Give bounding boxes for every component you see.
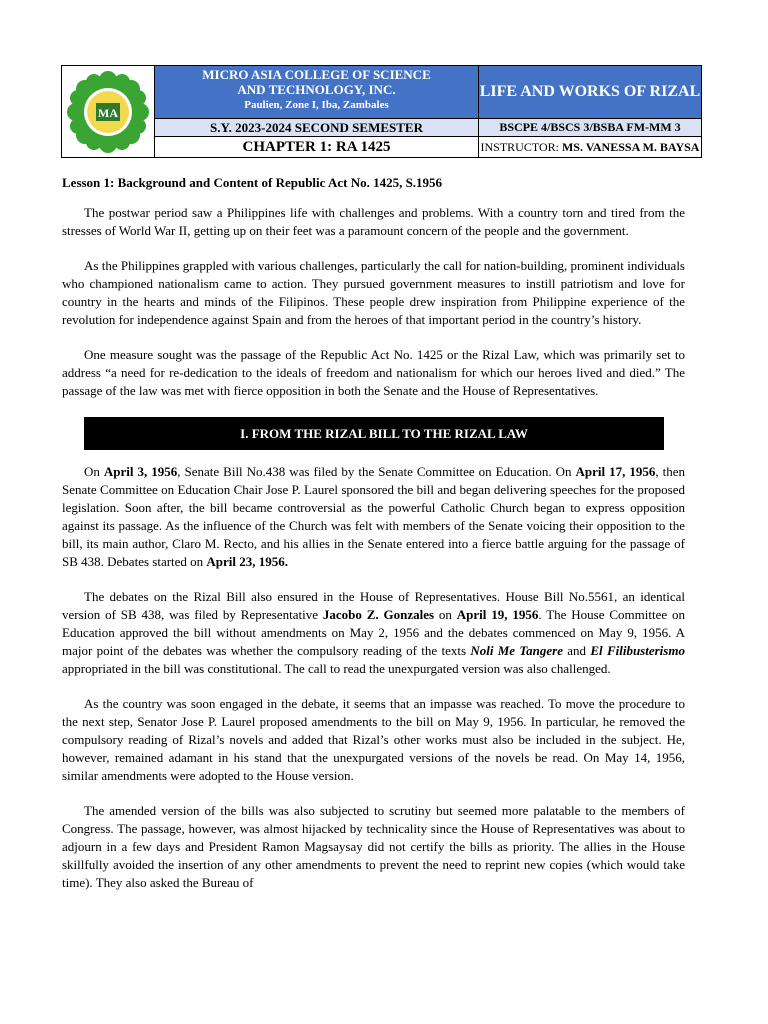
paragraph-1: The postwar period saw a Philippines life with challenges and problems. With a country torn and tired from the stresses of World War II, getting up on their feet was a paramount concern of the people and the government.: [62, 205, 685, 238]
novel-title: El Filibusterismo: [590, 643, 685, 658]
school-name-cell: [155, 66, 479, 118]
text-run: The debates on the Rizal Bill also ensured in the House of Representatives. House Bill No.5561, an identical version of SB 438, was filed by Representative: [62, 589, 685, 622]
text-run: On: [84, 464, 104, 479]
paragraph-2: As the Philippines grappled with various challenges, particularly the call for nation-building, prominent individuals who championed nationalism came to action. They pursued government measures to instill patriotism and love for country in the hearts and minds of the Filipinos. These people drew inspiration from Philippine experience of the revolution for independence against Spain and from the heroes of that important period in the country’s history.: [62, 258, 685, 327]
school-logo-icon: [66, 70, 150, 154]
name-bold: Jacobo Z. Gonzales: [322, 607, 435, 622]
novel-title: Noli Me Tangere: [470, 643, 563, 658]
school-name-line1: MICRO ASIA COLLEGE OF SCIENCE: [202, 67, 431, 82]
chapter-title: CHAPTER 1: RA 1425: [155, 137, 479, 157]
logo-mark: MA: [98, 105, 118, 120]
school-address: Paulien, Zone I, Iba, Zambales: [244, 99, 389, 111]
text-run: , Senate Bill No.438 was filed by the Senate Committee on Education. On: [177, 464, 576, 479]
text-run: , then Senate Committee on Education Chair Jose P. Laurel sponsored the bill and began delivering speeches for the proposed legislation. Soon after, the bill became controversial as the powerful Catholic Church began to express opposition against its passage. As the influence of the Church was felt with members of the Senate voicing their opposition to the bill, its main author, Claro M. Recto, and his allies in the Senate entered into a fierce battle arguing for the passage of SB 438. Debates started on: [62, 464, 686, 569]
section-heading: I. FROM THE RIZAL BILL TO THE RIZAL LAW: [240, 425, 528, 441]
instructor: [479, 137, 701, 157]
date-bold: April 19, 1956: [456, 607, 539, 622]
document-body: [62, 174, 685, 909]
text-run: on: [434, 607, 457, 622]
lesson-title: Lesson 1: Background and Content of Republic Act No. 1425, S.1956: [62, 175, 443, 190]
school-name-line2: AND TECHNOLOGY, INC.: [237, 82, 396, 97]
programs: BSCPE 4/BSCS 3/BSBA FM-MM 3: [499, 120, 681, 134]
school-logo-cell: [62, 66, 155, 157]
paragraph-3: One measure sought was the passage of the Republic Act No. 1425 or the Rizal Law, which was primarily set to address “a need for re-dedication to the ideals of freedom and nationalism for which our heroes lived and died.” The passage of the law was met with fierce opposition in both the Senate and the House of Representatives.: [62, 347, 685, 398]
paragraph-4: [62, 463, 685, 571]
section-heading-bar: [84, 417, 664, 450]
date-bold: April 17, 1956: [575, 464, 656, 479]
header-row-3: [155, 136, 701, 157]
paragraph-6: As the country was soon engaged in the debate, it seems that an impasse was reached. To move the procedure to the next step, Senator Jose P. Laurel proposed amendments to the bill on May 9, 1956. In particular, he removed the compulsory reading of Rizal’s novels and added that Rizal’s other works must also be included in the subject. He, however, remained adamant in his stand that the unexpurgated versions of the novels be read. On May 14, 1956, similar amendments were adopted to the House version.: [62, 696, 685, 783]
date-bold: April 23, 1956.: [206, 554, 289, 569]
school-year: S.Y. 2023-2024 SECOND SEMESTER: [155, 119, 479, 136]
text-run: appropriated in the bill was constitutional. The call to read the unexpurgated version was also challenged.: [62, 661, 611, 676]
date-bold: April 3, 1956: [103, 464, 178, 479]
course-title: LIFE AND WORKS OF RIZAL: [479, 66, 701, 118]
text-run: . The House Committee on Education approved the bill without amendments on May 2, 1956 and the debates commenced on May 9, 1956. A major point of the debates was whether the compulsory reading of the texts: [62, 607, 685, 658]
paragraph-7: The amended version of the bills was also subjected to scrutiny but seemed more palatable to the members of Congress. The passage, however, was almost hijacked by technicality since the House of Representatives was about to adjourn in a few days and President Ramon Magsaysay did not certify the bills as priority. The allies in the House skillfully avoided the insertion of any other amendments to prevent the need to reprint new copies (which would take time). They also asked the Bureau of: [62, 803, 685, 890]
paragraph-5: [62, 588, 685, 678]
header-table: [61, 65, 702, 158]
header-row-2: [155, 118, 701, 136]
instructor-name: MS. VANESSA M. BAYSA: [561, 140, 700, 154]
instructor-label: INSTRUCTOR:: [480, 140, 562, 154]
text-run: and: [562, 643, 591, 658]
